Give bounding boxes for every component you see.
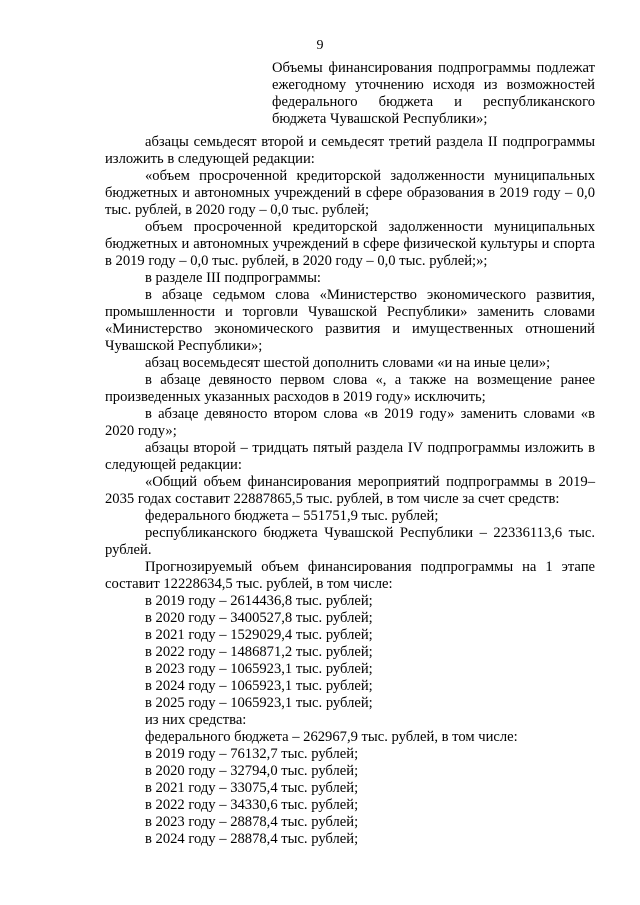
paragraph: объем просроченной кредиторской задолженности муниципальных бюджетных и автономных учреждений в сфере физической культуры и спорта в 2019 году – 0,0 тыс. рублей, в 2020 году – 0,0 тыс. рублей;»;	[105, 219, 595, 269]
paragraph: абзац восемьдесят шестой дополнить словами «и на иные цели»;	[145, 355, 551, 371]
list-item: в 2020 году – 3400527,8 тыс. рублей;	[145, 610, 373, 626]
paragraph: абзацы второй – тридцать пятый раздела IV подпрограммы изложить в следующей редакции:	[105, 440, 595, 473]
list-item: из них средства:	[145, 712, 247, 728]
list-item: в 2021 году – 1529029,4 тыс. рублей;	[145, 627, 373, 643]
list-item: в 2023 году – 28878,4 тыс. рублей;	[145, 814, 359, 830]
body-text	[105, 134, 595, 848]
list-item: в 2019 году – 76132,7 тыс. рублей;	[145, 746, 359, 762]
list-item: в 2020 году – 32794,0 тыс. рублей;	[145, 763, 359, 779]
list-item: в 2025 году – 1065923,1 тыс. рублей;	[145, 695, 373, 711]
paragraph: абзацы семьдесят второй и семьдесят третий раздела II подпрограммы изложить в следующей редакции:	[105, 134, 595, 167]
paragraph: Прогнозируемый объем финансирования подпрограммы на 1 этапе составит 12228634,5 тыс. рублей, в том числе:	[105, 559, 595, 592]
paragraph: в разделе III подпрограммы:	[145, 270, 321, 286]
list-item: в 2021 году – 33075,4 тыс. рублей;	[145, 780, 359, 796]
list-item: в 2022 году – 34330,6 тыс. рублей;	[145, 797, 359, 813]
list-item: в 2019 году – 2614436,8 тыс. рублей;	[145, 593, 373, 609]
paragraph: «Общий объем финансирования мероприятий подпрограммы в 2019–2035 годах составит 22887865,5 тыс. рублей, в том числе за счет средств:	[105, 474, 595, 507]
list-item: в 2022 году – 1486871,2 тыс. рублей;	[145, 644, 373, 660]
paragraph: федерального бюджета – 551751,9 тыс. рублей;	[145, 508, 439, 524]
paragraph: в абзаце девяносто втором слова «в 2019 году» заменить словами «в 2020 году»;	[105, 406, 595, 439]
list-item: федерального бюджета – 262967,9 тыс. рублей, в том числе:	[145, 729, 518, 745]
paragraph: в абзаце девяносто первом слова «, а также на возмещение ранее произведенных указанных расходов в 2019 году» исключить;	[105, 372, 595, 405]
list-item: в 2023 году – 1065923,1 тыс. рублей;	[145, 661, 373, 677]
paragraph: «объем просроченной кредиторской задолженности муниципальных бюджетных и автономных учреждений в сфере образования в 2019 году – 0,0 тыс. рублей, в 2020 году – 0,0 тыс. рублей;	[105, 168, 595, 218]
page-number: 9	[316, 38, 324, 53]
list-item: в 2024 году – 1065923,1 тыс. рублей;	[145, 678, 373, 694]
list-item: в 2024 году – 28878,4 тыс. рублей;	[145, 831, 359, 847]
quoted-block: Объемы финансирования подпрограммы подлежат ежегодному уточнению исходя из возможностей федерального бюджета и республиканского бюджета Чувашской Республики»;	[272, 60, 595, 127]
paragraph: республиканского бюджета Чувашской Республики – 22336113,6 тыс. рублей.	[105, 525, 595, 558]
paragraph: в абзаце седьмом слова «Министерство экономического развития, промышленности и торговли Чувашской Республики» заменить словами «Министерство экономического развития и имущественных отношений Чувашской Республики»;	[105, 287, 595, 354]
